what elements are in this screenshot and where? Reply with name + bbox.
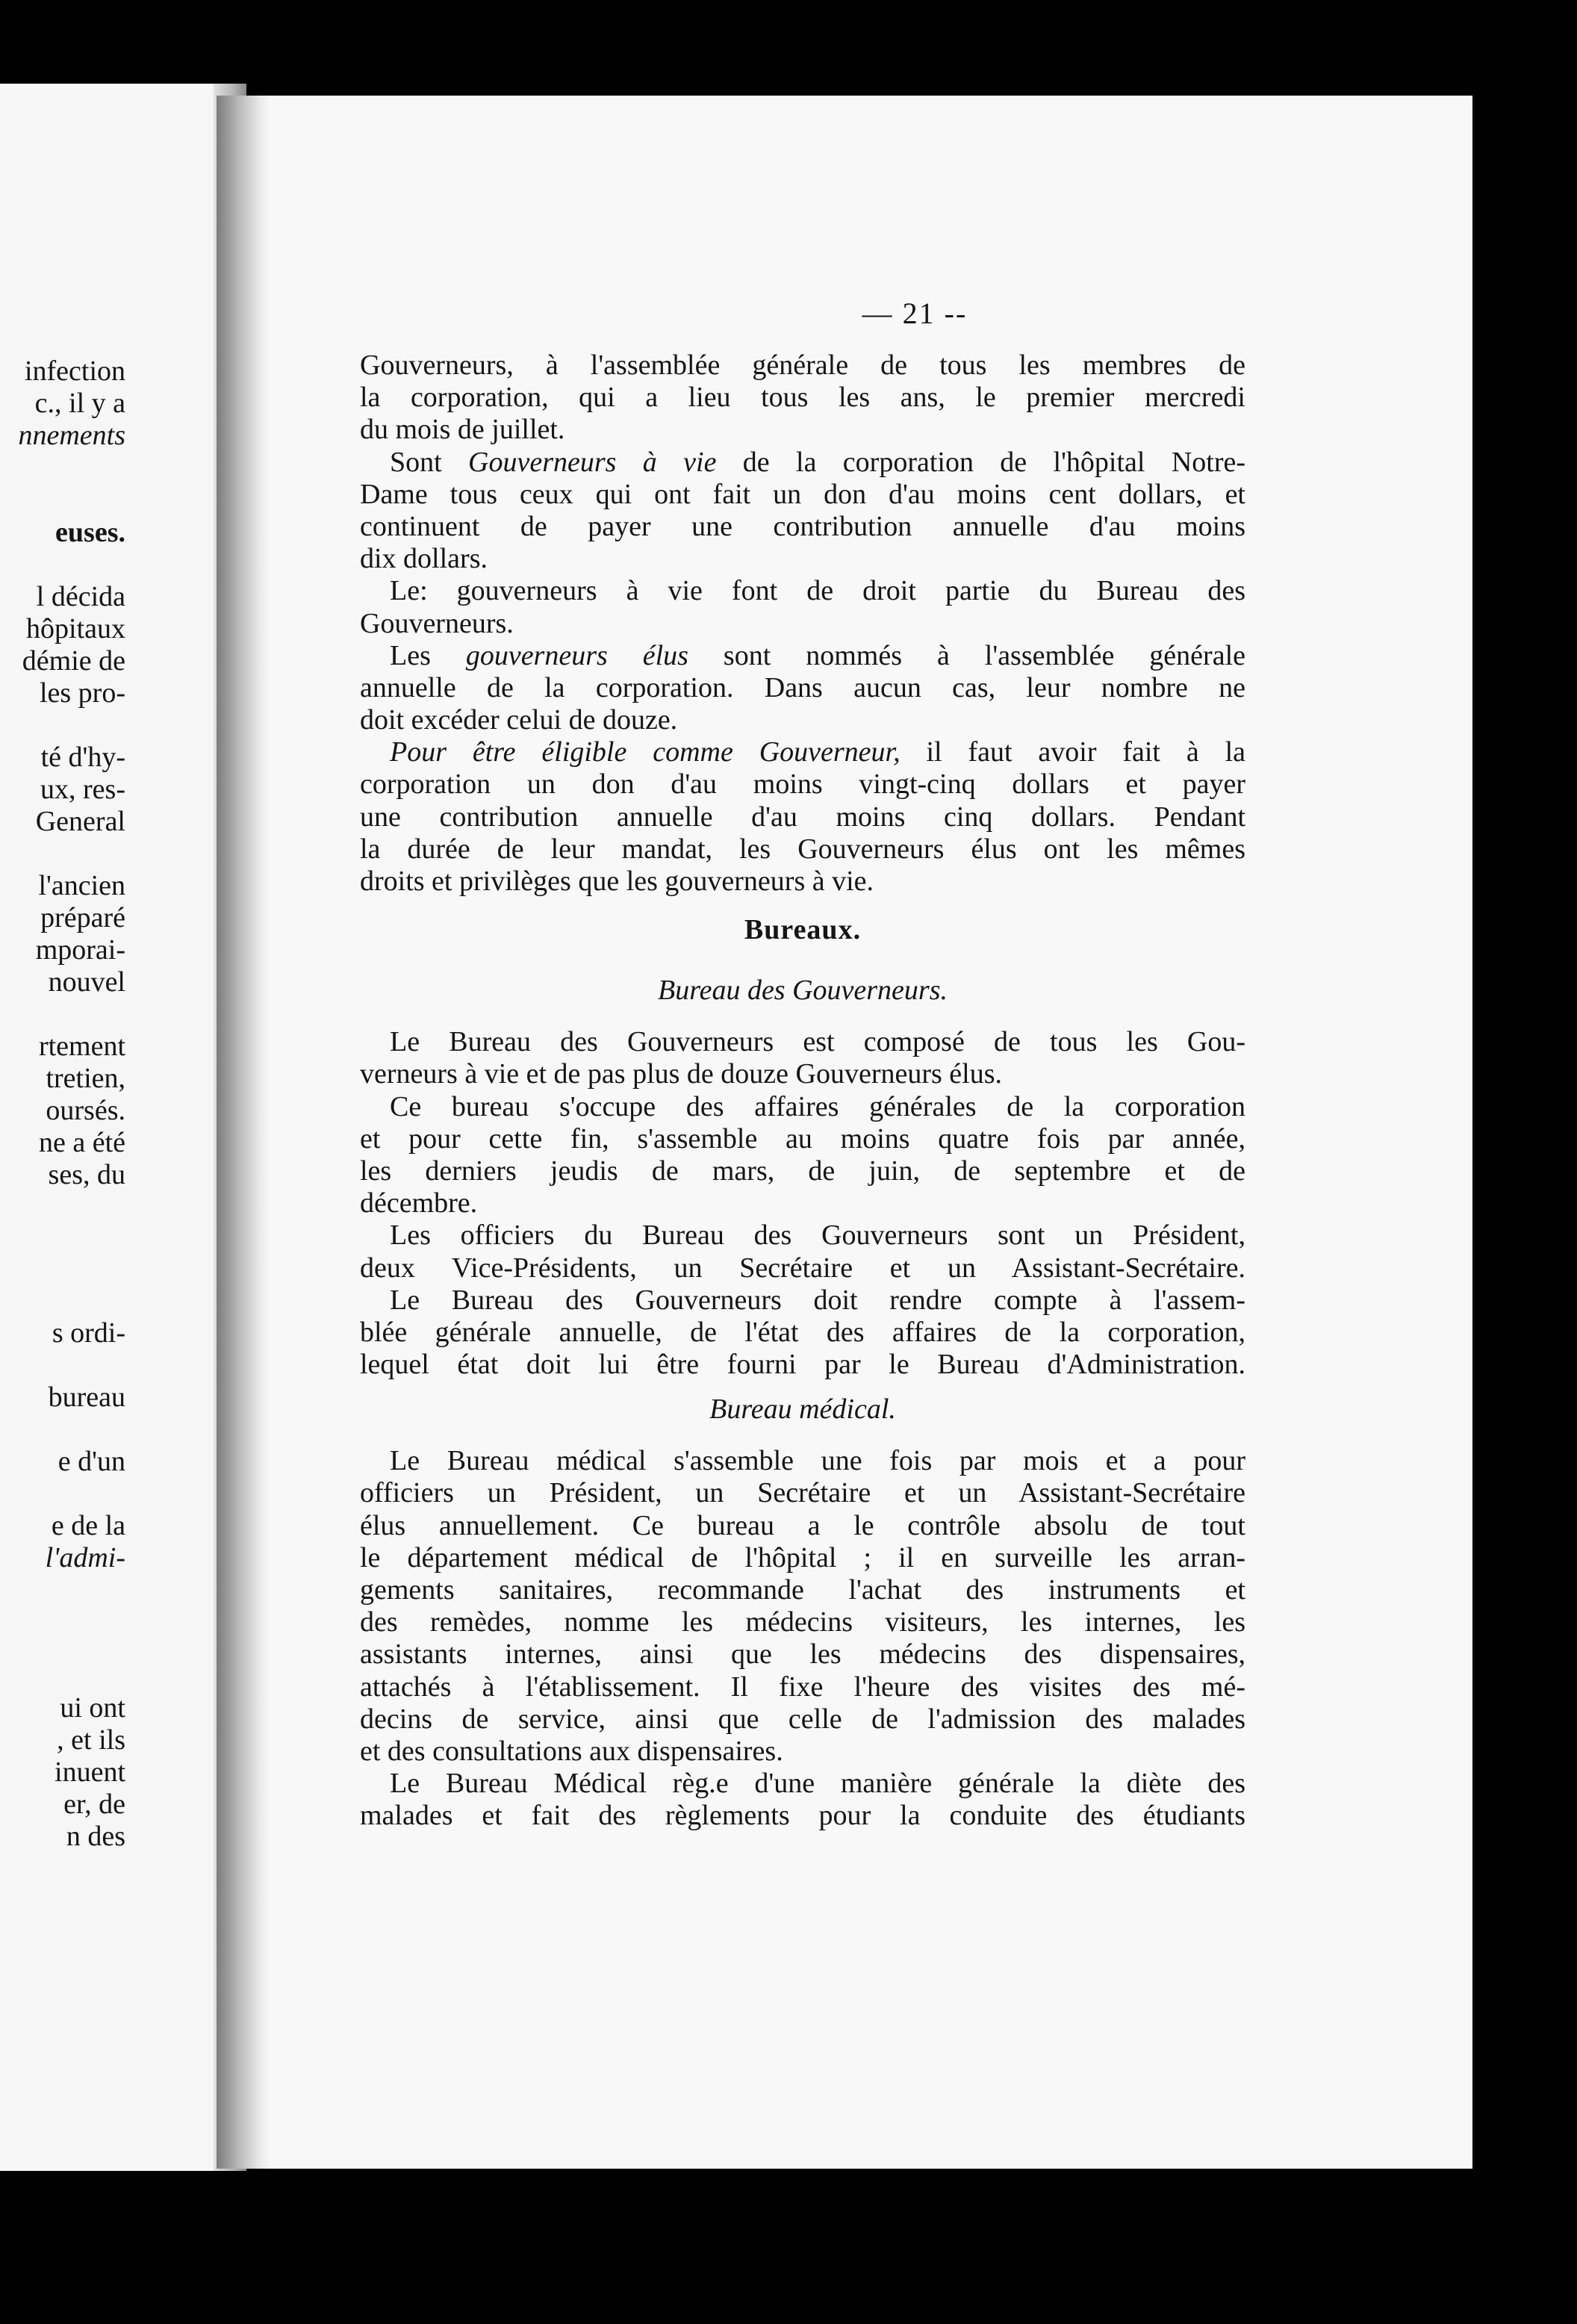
text-line: annuelle de la corporation. Dans aucun cas, leur nombre ne: [360, 671, 1245, 703]
text-line: Le Bureau Médical règ.e d'une manière générale la diète des: [390, 1768, 1245, 1800]
text-line: la durée de leur mandat, les Gouverneurs élus ont les mêmes: [360, 833, 1245, 865]
main-page: [217, 96, 1472, 2169]
left-line: mporai-: [35, 934, 125, 966]
left-line: nouvel: [48, 966, 125, 998]
text-line: du mois de juillet.: [360, 414, 565, 446]
left-line: , et ils: [57, 1724, 125, 1756]
text-span: Sont: [390, 446, 469, 478]
text-line: le département médical de l'hôpital ; il en surveille les arran-: [360, 1541, 1245, 1573]
text-line: Ce bureau s'occupe des affaires générales de la corporation: [390, 1090, 1245, 1122]
left-line: n des: [66, 1821, 125, 1852]
left-line: hôpitaux: [26, 613, 125, 644]
left-line: bureau: [48, 1382, 125, 1413]
text-span: Les: [390, 639, 466, 671]
text-line: droits et privilèges que les gouverneurs à vie.: [360, 866, 874, 897]
left-line: ui ont: [60, 1692, 125, 1724]
italic-term: gouverneurs élus: [465, 639, 688, 671]
text-line: [360, 736, 1245, 768]
subheading-bureau-medical: Bureau médical.: [709, 1394, 896, 1426]
text-span: sont nommés à l'assemblée générale: [688, 639, 1245, 671]
page-number: — 21 --: [862, 296, 968, 330]
text-line: [360, 640, 1245, 672]
left-line: er, de: [63, 1789, 125, 1820]
left-line: l'admi-: [45, 1542, 125, 1573]
text-line: malades et fait des règlements pour la conduite des étudiants: [360, 1800, 1245, 1832]
text-line: Gouverneurs.: [360, 607, 514, 639]
text-line: deux Vice-Présidents, un Secrétaire et un Assistant-Secrétaire.: [360, 1252, 1245, 1284]
left-page-text: [0, 84, 125, 2171]
main-page-gutter-shadow: [217, 96, 270, 2169]
left-line: nnements: [18, 420, 125, 451]
left-line: té d'hy-: [40, 742, 125, 773]
text-line: dix dollars.: [360, 543, 488, 575]
italic-term: Pour être éligible comme Gouverneur,: [390, 736, 901, 768]
subheading-bureau-des-gouverneurs: Bureau des Gouverneurs.: [657, 975, 948, 1007]
left-line: ses, du: [48, 1159, 125, 1190]
text-line: doit excéder celui de douze.: [360, 704, 678, 736]
left-line: démie de: [22, 645, 125, 677]
text-line: decins de service, ainsi que celle de l'admission des malades: [360, 1703, 1245, 1735]
text-line: Le: gouverneurs à vie font de droit partie du Bureau des: [390, 575, 1245, 607]
text-line: corporation un don d'au moins vingt-cinq dollars et payer: [360, 768, 1245, 801]
text-line: Dame tous ceux qui ont fait un don d'au moins cent dollars, et: [360, 478, 1245, 510]
text-line: Le Bureau médical s'assemble une fois par mois et a pour: [390, 1445, 1245, 1477]
text-line: blée générale annuelle, de l'état des affaires de la corporation,: [360, 1316, 1245, 1348]
left-line: inuent: [55, 1756, 125, 1788]
left-line: tretien,: [46, 1063, 125, 1094]
text-line: la corporation, qui a lieu tous les ans, le premier mercredi: [360, 382, 1245, 414]
left-line: e d'un: [57, 1446, 125, 1477]
left-line: ux, res-: [40, 774, 125, 805]
text-line: décembre.: [360, 1187, 478, 1220]
left-line: ne a été: [38, 1127, 125, 1158]
left-line: General: [35, 806, 125, 837]
text-line: verneurs à vie et de pas plus de douze Gouverneurs élus.: [360, 1058, 1002, 1090]
left-line: s ordi-: [52, 1317, 125, 1349]
left-line: e de la: [51, 1510, 125, 1541]
text-line: lequel état doit lui être fourni par le Bureau d'Administration.: [360, 1349, 1245, 1381]
text-line: des remèdes, nomme les médecins visiteurs, les internes, les: [360, 1606, 1245, 1638]
italic-term: Gouverneurs à vie: [468, 446, 717, 478]
text-span: il faut avoir fait à la: [900, 736, 1246, 768]
text-line: gements sanitaires, recommande l'achat des instruments et: [360, 1574, 1245, 1606]
left-line: infection: [24, 355, 125, 387]
text-line: les derniers jeudis de mars, de juin, de septembre et de: [360, 1155, 1245, 1187]
text-line: [360, 447, 1245, 479]
text-span: de la corporation de l'hôpital Notre-: [716, 446, 1245, 478]
text-line: Les officiers du Bureau des Gouverneurs sont un Président,: [390, 1220, 1245, 1252]
section-heading-bureaux: Bureaux.: [744, 914, 862, 946]
text-line: officiers un Président, un Secrétaire et un Assistant-Secrétaire: [360, 1477, 1245, 1509]
text-line: continuent de payer une contribution annuelle d'au moins: [360, 510, 1245, 542]
left-line: l'ancien: [38, 870, 125, 901]
text-line: élus annuellement. Ce bureau a le contrôle absolu de tout: [360, 1509, 1245, 1541]
text-line: et des consultations aux dispensaires.: [360, 1735, 783, 1767]
left-facing-page: [0, 84, 246, 2171]
left-line: euses.: [55, 517, 125, 548]
left-line: les pro-: [39, 677, 125, 709]
text-line: et pour cette fin, s'assemble au moins quatre fois par année,: [360, 1122, 1245, 1155]
text-line: Le Bureau des Gouverneurs doit rendre compte à l'assem-: [390, 1284, 1245, 1316]
text-line: Le Bureau des Gouverneurs est composé de tous les Gou-: [390, 1026, 1245, 1058]
left-line: c., il y a: [34, 388, 125, 419]
left-line: l décida: [36, 581, 125, 612]
left-line: rtement: [38, 1031, 125, 1062]
left-line: oursés.: [46, 1095, 125, 1126]
text-line: Gouverneurs, à l'assemblée générale de tous les membres de: [360, 349, 1245, 381]
text-line: une contribution annuelle d'au moins cinq dollars. Pendant: [360, 801, 1245, 833]
page-body: [360, 349, 1245, 1833]
left-line: préparé: [40, 902, 125, 933]
text-line: assistants internes, ainsi que les médecins des dispensaires,: [360, 1638, 1245, 1671]
text-line: attachés à l'établissement. Il fixe l'heure des visites des mé-: [360, 1671, 1245, 1703]
